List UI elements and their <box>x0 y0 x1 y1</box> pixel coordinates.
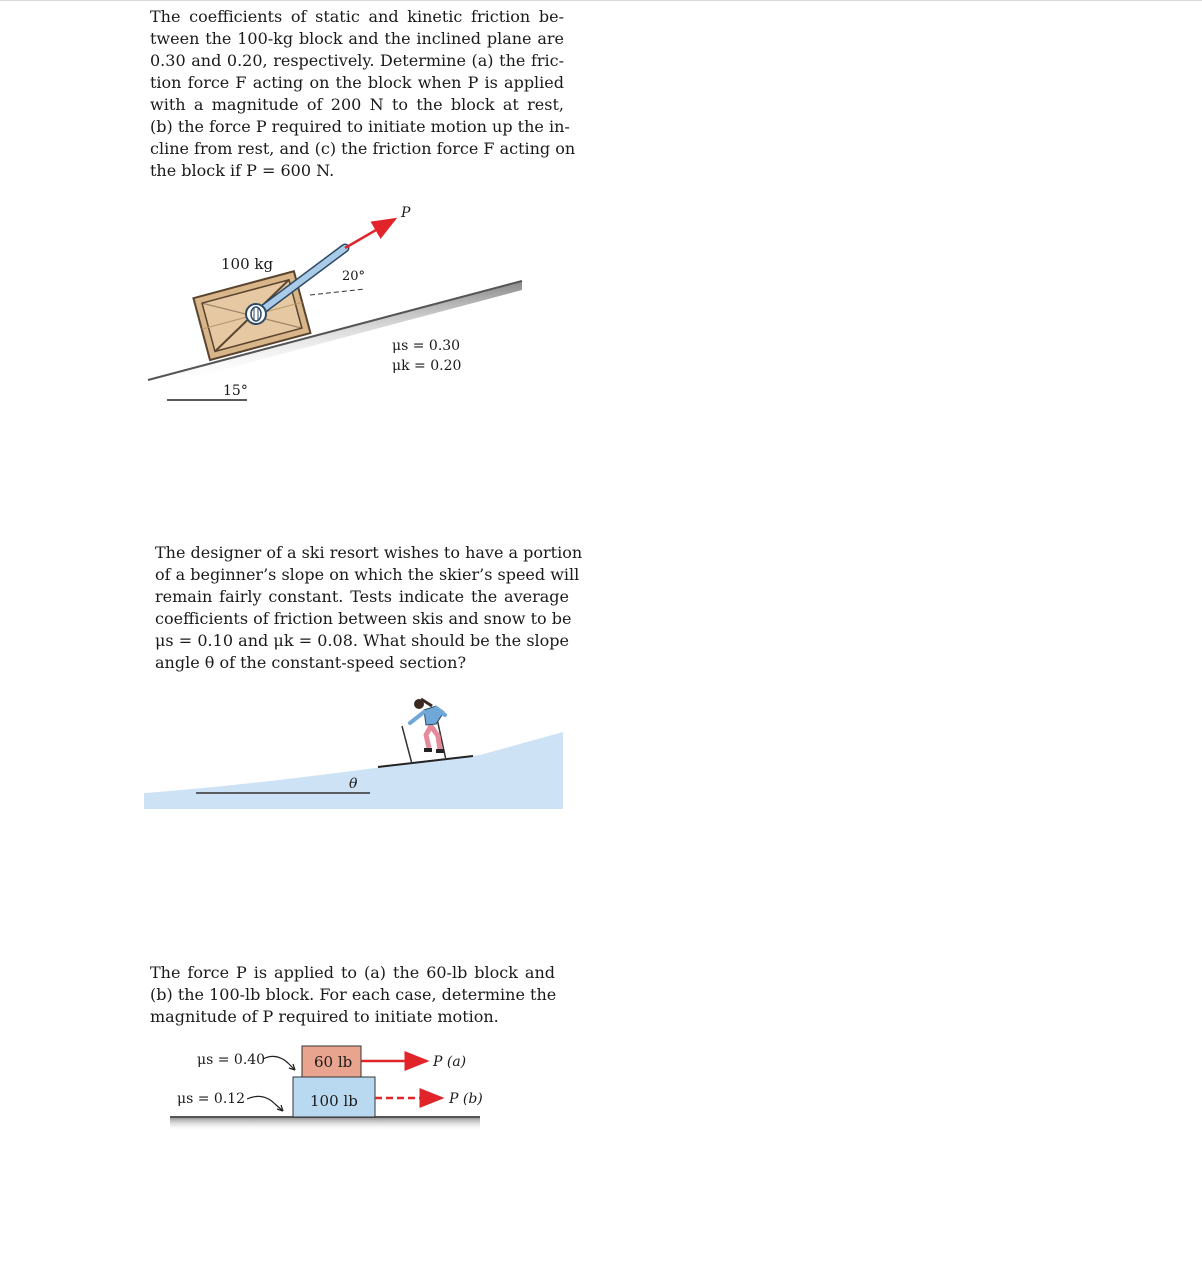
incline-crate-figure <box>140 195 540 410</box>
page-top-rule <box>0 0 1202 1</box>
text-line: tween the 100-kg block and the inclined plane are <box>150 29 564 48</box>
force-pa-label: P (a) <box>433 1054 467 1070</box>
text-line: The designer of a ski resort wishes to have a portion <box>155 543 583 562</box>
text-line: the block if P = 600 N. <box>150 161 335 180</box>
force-p-arrow <box>345 219 395 248</box>
bottom-block-label: 100 lb <box>310 1092 358 1110</box>
mu-top-label: μs = 0.40 <box>197 1052 266 1068</box>
mass-label: 100 kg <box>221 255 274 273</box>
stacked-blocks-figure <box>165 1040 495 1140</box>
text-line: (b) the 100-lb block. For each case, determine the <box>150 985 557 1004</box>
snow-slope <box>144 732 563 809</box>
mu-s-label: μs = 0.30 <box>392 338 461 354</box>
text-line: magnitude of P required to initiate motion. <box>150 1007 499 1026</box>
text-line: with a magnitude of 200 N to the block at rest, <box>150 95 564 114</box>
ski-slope-figure <box>140 690 570 815</box>
text-line: μs = 0.10 and μk = 0.08. What should be the slope <box>155 631 569 650</box>
top-block-label: 60 lb <box>314 1053 353 1071</box>
text-line: The force P is applied to (a) the 60-lb block and <box>150 963 555 982</box>
text-line: cline from rest, and (c) the friction force F acting on <box>150 139 576 158</box>
mu-bottom-label: μs = 0.12 <box>177 1091 246 1107</box>
force-pb-label: P (b) <box>449 1091 483 1107</box>
text-line: angle θ of the constant-speed section? <box>155 653 467 672</box>
pull-angle-label: 20° <box>342 269 366 284</box>
text-line: coefficients of friction between skis and snow to be <box>155 609 572 628</box>
floor <box>170 1117 480 1131</box>
text-line: tion force F acting on the block when P is applied <box>150 73 564 92</box>
theta-label: θ <box>349 776 358 792</box>
text-line: 0.30 and 0.20, respectively. Determine (a) the fric- <box>150 51 564 70</box>
text-line: The coefficients of static and kinetic friction be- <box>150 7 564 26</box>
text-line: (b) the force P required to initiate motion up the in- <box>150 117 570 136</box>
incline-angle-label: 15° <box>223 383 248 399</box>
skier <box>378 699 473 767</box>
mu-k-label: μk = 0.20 <box>392 358 462 374</box>
problem-2-statement <box>155 542 583 674</box>
text-line: of a beginner’s slope on which the skier’s speed will <box>155 565 580 584</box>
problem-1-statement <box>150 6 576 182</box>
text-line: remain fairly constant. Tests indicate the average <box>155 587 569 606</box>
angle-reference-dashed <box>310 289 365 295</box>
force-p-label: P <box>401 205 411 221</box>
problem-3-statement <box>150 962 555 1028</box>
